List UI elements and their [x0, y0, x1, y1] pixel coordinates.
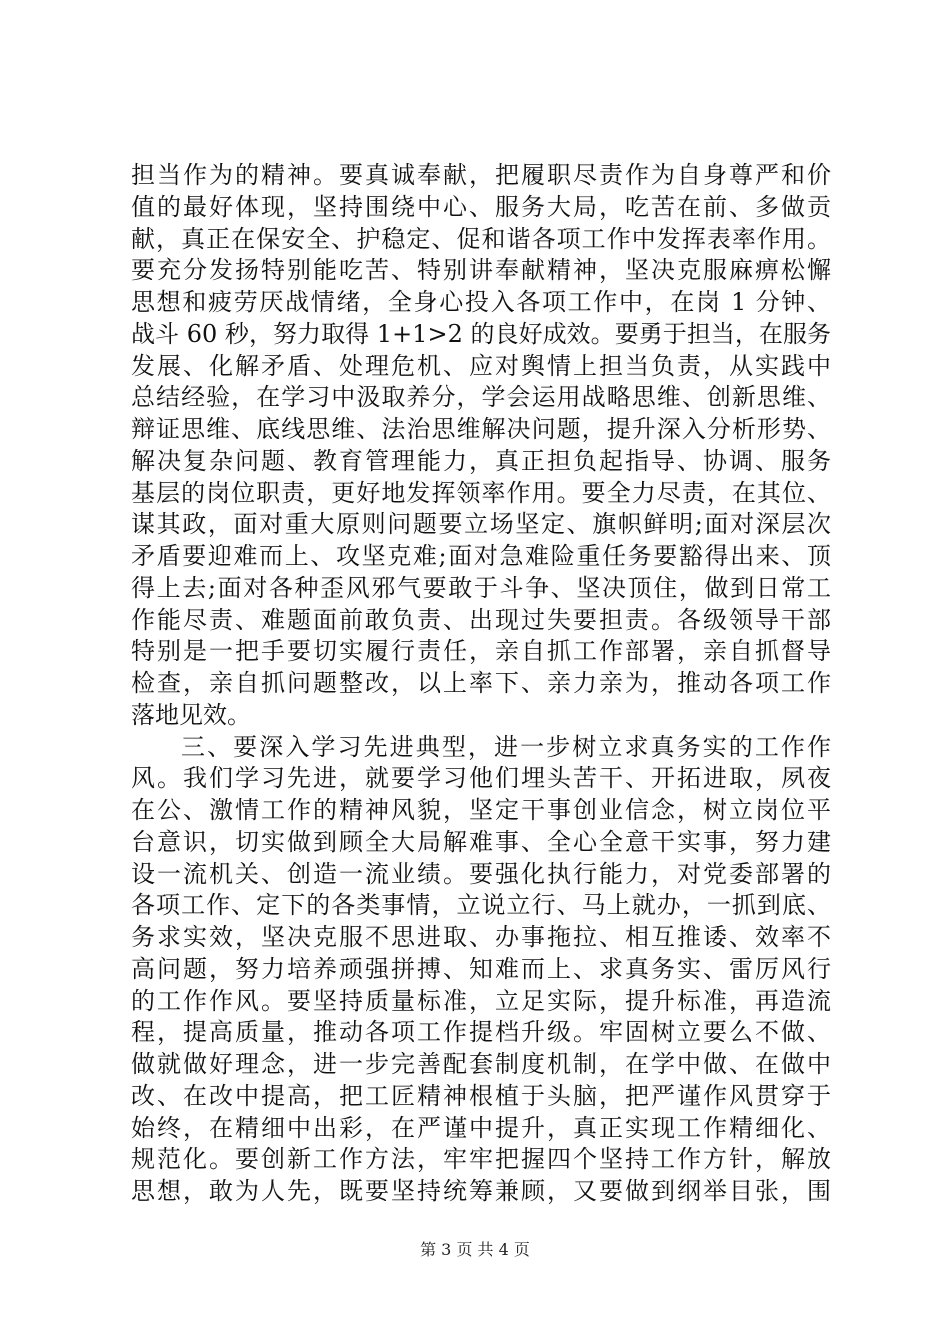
- text-line: 总结经验，在学习中汲取养分，学会运用战略思维、创新思维、: [131, 383, 831, 412]
- text-line: 的工作作风。要坚持质量标准，立足实际，提升标准，再造流: [131, 986, 831, 1015]
- text-line: 矛盾要迎难而上、攻坚克难;面对急难险重任务要豁得出来、顶: [131, 542, 831, 570]
- text-line: 担当作为的精神。要真诚奉献，把履职尽责作为自身尊严和价: [131, 161, 831, 189]
- text-line: 谋其政，面对重大原则问题要立场坚定、旗帜鲜明;面对深层次: [131, 510, 831, 539]
- text-line: 思想和疲劳厌战情绪，全身心投入各项工作中，在岗 1 分钟、: [131, 288, 831, 316]
- text-line: 特别是一把手要切实履行责任，亲自抓工作部署，亲自抓督导: [131, 637, 831, 666]
- text-line: 各项工作、定下的各类事情，立说立行、马上就办，一抓到底、: [131, 891, 831, 920]
- text-line: 高问题，努力培养顽强拼搏、知难而上、求真务实、雷厉风行: [131, 954, 831, 983]
- text-line: 台意识，切实做到顾全大局解难事、全心全意干实事，努力建: [131, 827, 831, 856]
- text-line: 基层的岗位职责，更好地发挥领率作用。要全力尽责，在其位、: [131, 478, 831, 507]
- text-line: 检查，亲自抓问题整改，以上率下、亲力亲为，推动各项工作: [131, 669, 831, 697]
- text-line: 战斗 60 秒，努力取得 1+1>2 的良好成效。要勇于担当，在服务: [131, 319, 831, 348]
- text-line: 发展、化解矛盾、处理危机、应对舆情上担当负责，从实践中: [131, 351, 831, 380]
- text-line: 在公、激情工作的精神风貌，坚定干事创业信念，树立岗位平: [131, 796, 831, 824]
- document-body: [131, 160, 831, 1208]
- text-line: 思想，敢为人先，既要坚持统筹兼顾，又要做到纲举目张，围: [131, 1177, 831, 1205]
- page-number-footer: 第 3 页 共 4 页: [420, 1240, 530, 1259]
- text-line: 做就做好理念，进一步完善配套制度机制，在学中做、在做中: [131, 1050, 831, 1078]
- text-line: 值的最好体现，坚持围绕中心、服务大局，吃苦在前、多做贡: [131, 192, 831, 221]
- text-line: 程，提高质量，推动各项工作提档升级。牢固树立要么不做、: [131, 1018, 831, 1047]
- text-line: 辩证思维、底线思维、法治思维解决问题，提升深入分析形势、: [131, 415, 831, 443]
- text-line: 改、在改中提高，把工匠精神根植于头脑，把严谨作风贯穿于: [131, 1081, 831, 1110]
- text-line: 务求实效，坚决克服不思进取、办事拖拉、相互推诿、效率不: [131, 923, 831, 951]
- text-line: 始终，在精细中出彩，在严谨中提升，真正实现工作精细化、: [131, 1113, 831, 1142]
- text-line: 作能尽责、难题面前敢负责、出现过失要担责。各级领导干部: [131, 605, 831, 634]
- section-three-heading-line: 三、要深入学习先进典型，进一步树立求真务实的工作作: [181, 732, 831, 761]
- text-line: 解决复杂问题、教育管理能力，真正担负起指导、协调、服务: [131, 446, 831, 475]
- text-line: 设一流机关、创造一流业绩。要强化执行能力，对党委部署的: [131, 859, 831, 888]
- text-line: 得上去;面对各种歪风邪气要敢于斗争、坚决顶住，做到日常工: [131, 573, 831, 602]
- text-line: 献，真正在保安全、护稳定、促和谐各项工作中发挥表率作用。: [131, 224, 831, 253]
- paragraph-end-line: 落地见效。: [131, 700, 251, 729]
- text-line: 要充分发扬特别能吃苦、特别讲奉献精神，坚决克服麻痹松懈: [131, 256, 831, 285]
- text-line: 规范化。要创新工作方法，牢牢把握四个坚持工作方针，解放: [131, 1145, 831, 1174]
- text-line: 风。我们学习先进，就要学习他们埋头苦干、开拓进取，夙夜: [131, 764, 831, 793]
